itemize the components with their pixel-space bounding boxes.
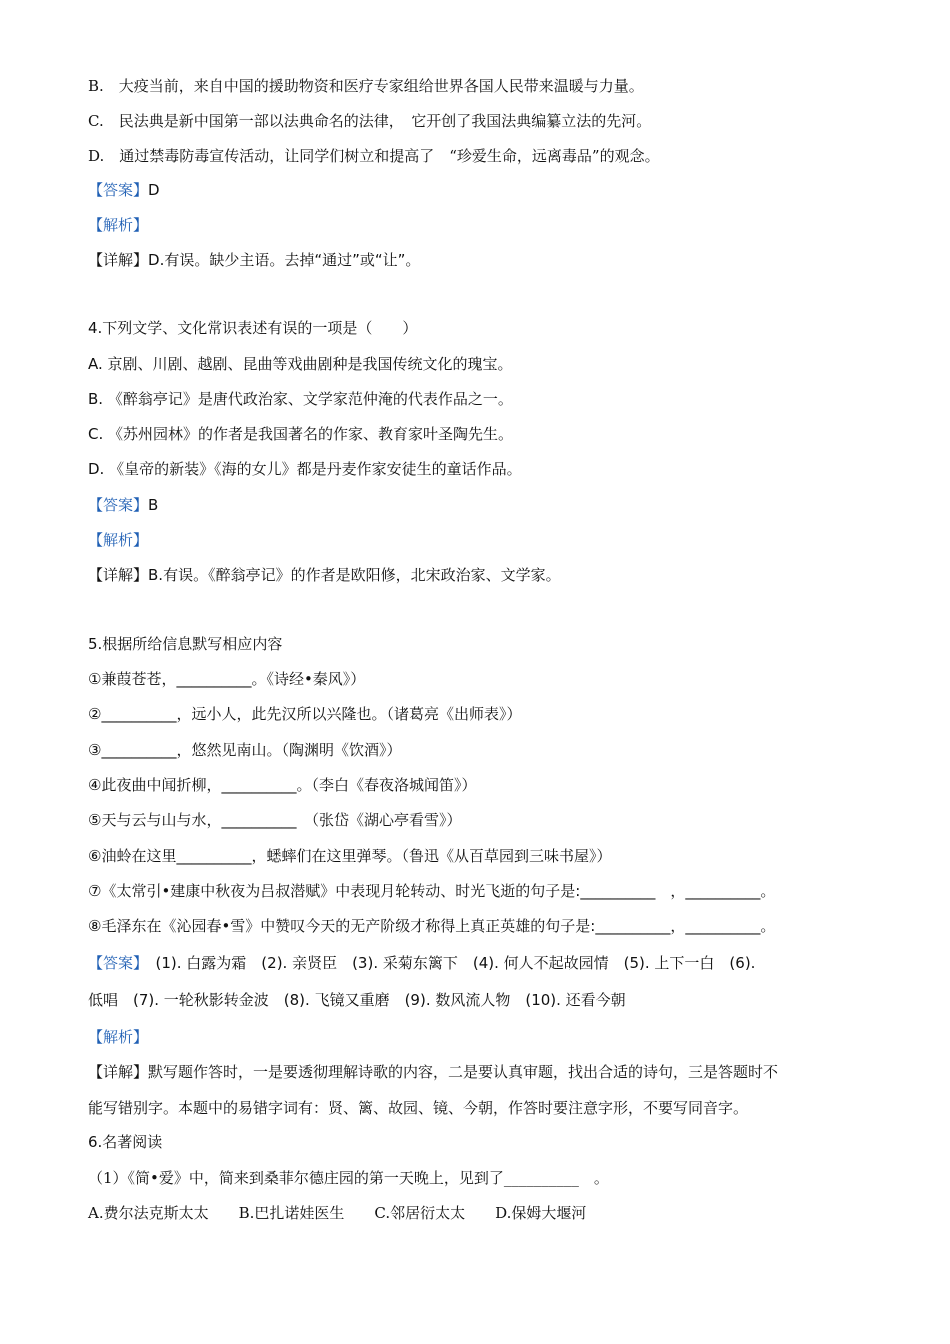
q5-item-7: ⑦《太常引•建康中秋夜为吕叔潜赋》中表现月轮转动、时光飞逝的句子是:__________ ，__________。 [88, 882, 776, 900]
q4-option-c: C. 《苏州园林》的作者是我国著名的作家、教育家叶圣陶先生。 [88, 425, 514, 443]
q4-stem: 4.下列文学、文化常识表述有误的一项是（ ） [88, 319, 418, 337]
answer-tag: 【答案】 [88, 954, 141, 972]
detail-text: D.有误。缺少主语。去掉“通过”或“让”。 [148, 251, 421, 269]
q5-item-4: ④此夜曲中闻折柳，__________。（李白《春夜洛城闻笛》） [88, 776, 477, 794]
q3-option-c: C. 民法典是新中国第一部以法典命名的法律， 它开创了我国法典编纂立法的先河。 [88, 112, 652, 130]
answer-value: D [148, 181, 160, 199]
q4-option-b: B. 《醉翁亭记》是唐代政治家、文学家范仲淹的代表作品之一。 [88, 390, 513, 408]
q4-detail-line [88, 565, 561, 585]
q3-answer-line [88, 180, 160, 200]
detail-tag: 【详解】 [88, 1063, 149, 1081]
detail-tag: 【详解】 [88, 251, 149, 269]
q5-item-3: ③__________，悠然见南山。（陶渊明《饮酒》） [88, 741, 402, 759]
q6-subquestion-1-options: A.费尔法克斯太太 B.巴扎诺娃医生 C.邻居衍太太 D.保姆大堰河 [88, 1204, 587, 1222]
q5-item-6: ⑥油蛉在这里__________，蟋蟀们在这里弹琴。（鲁迅《从百草园到三味书屋》） [88, 847, 612, 865]
q5-detail-line-1 [88, 1062, 778, 1082]
detail-text: B.有误。《醉翁亭记》的作者是欧阳修，北宋政治家、文学家。 [148, 566, 561, 584]
q3-option-b: B. 大疫当前，来自中国的援助物资和医疗专家组给世界各国人民带来温暖与力量。 [88, 77, 644, 95]
q3-analysis-tag: 【解析】 [88, 216, 149, 234]
answer-value: B [148, 496, 159, 514]
detail-tag: 【详解】 [88, 566, 149, 584]
answer-tag: 【答案】 [88, 496, 149, 514]
q4-option-a: A. 京剧、川剧、越剧、昆曲等戏曲剧种是我国传统文化的瑰宝。 [88, 355, 513, 373]
q6-stem: 6.名著阅读 [88, 1133, 163, 1151]
answer-text: (1). 白露为霜 (2). 亲贤臣 (3). 采菊东篱下 (4). 何人不起故园情 (5). 上下一白 (6). [140, 954, 756, 972]
q5-item-5: ⑤天与云与山与水，__________ （张岱《湖心亭看雪》） [88, 811, 462, 829]
q5-item-1: ①兼葭苍苍，__________。《诗经•秦风》） [88, 670, 366, 688]
detail-text: 默写题作答时，一是要透彻理解诗歌的内容，二是要认真审题，找出合适的诗句，三是答题时不 [148, 1063, 779, 1081]
answer-tag: 【答案】 [88, 181, 149, 199]
q3-detail-line [88, 250, 420, 270]
q6-subquestion-1: （1）《简•爱》中，简来到桑菲尔德庄园的第一天晚上，见到了__________ 。 [88, 1169, 609, 1187]
q4-answer-line [88, 495, 158, 515]
q5-detail-line-2: 能写错别字。本题中的易错字词有：贤、篱、故园、镜、今朝，作答时要注意字形，不要写同音字。 [88, 1099, 749, 1117]
q5-answer-line-1 [88, 953, 755, 973]
q4-option-d: D. 《皇帝的新装》《海的女儿》都是丹麦作家安徒生的童话作品。 [88, 460, 522, 478]
q5-answer-line-2: 低唱 (7). 一轮秋影转金波 (8). 飞镜又重磨 (9). 数风流人物 (10). 还看今朝 [88, 991, 626, 1009]
q5-analysis-tag: 【解析】 [88, 1028, 149, 1046]
q5-item-2: ②__________，远小人，此先汉所以兴隆也。（诸葛亮《出师表》） [88, 705, 522, 723]
q5-item-8: ⑧毛泽东在《沁园春•雪》中赞叹今天的无产阶级才称得上真正英雄的句子是:__________，__________。 [88, 917, 776, 935]
q3-option-d: D. 通过禁毒防毒宣传活动，让同学们树立和提高了 “珍爱生命，远离毒品”的观念。 [88, 147, 660, 165]
q5-stem: 5.根据所给信息默写相应内容 [88, 635, 283, 653]
q4-analysis-tag: 【解析】 [88, 531, 149, 549]
